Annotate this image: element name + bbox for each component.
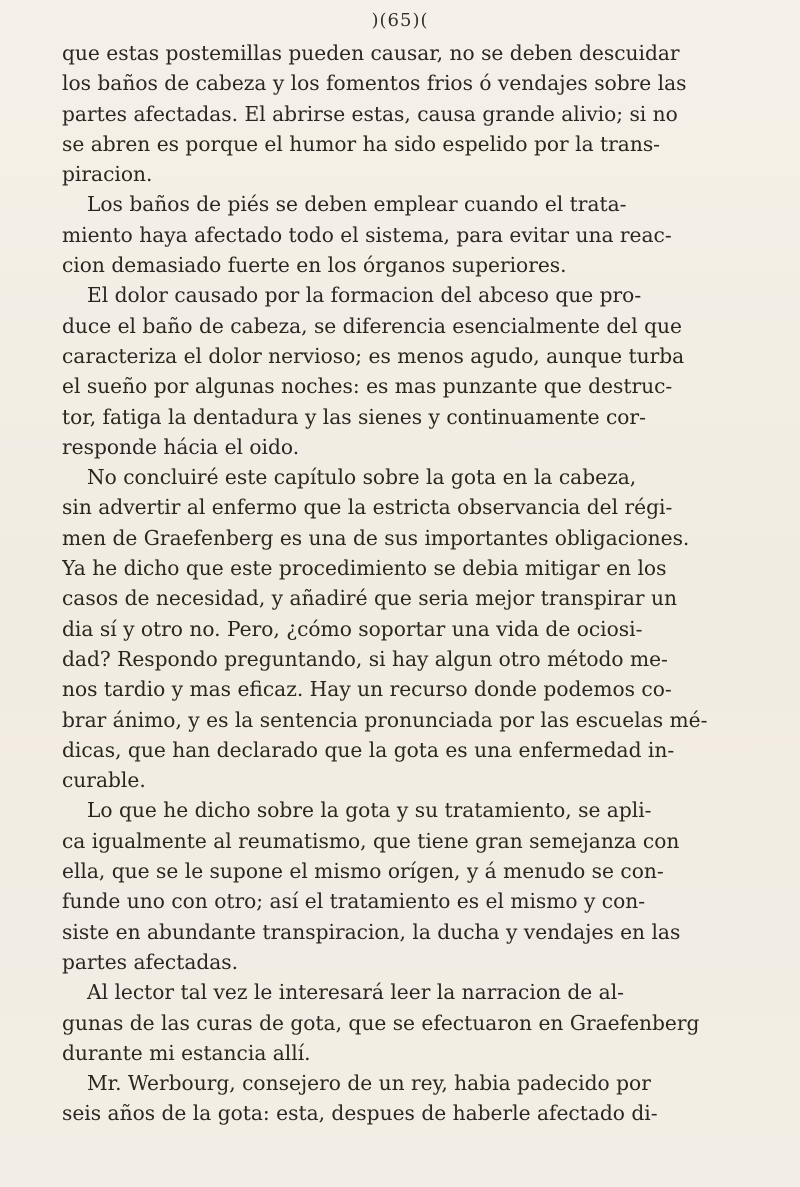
text-line: Mr. Werbourg, consejero de un rey, habia padecido por <box>87 1071 651 1096</box>
text-line: men de Graefenberg es una de sus importantes obligaciones. <box>62 525 690 550</box>
text-line: casos de necesidad, y añadiré que seria mejor transpirar un <box>62 586 677 611</box>
text-line: se abren es porque el humor ha sido espelido por la trans- <box>62 131 661 156</box>
text-line: ella, que se le supone el mismo orígen, y á menudo se con- <box>62 859 664 884</box>
paragraph <box>62 1068 762 1129</box>
text-line: Ya he dicho que este procedimiento se debia mitigar en los <box>62 556 667 581</box>
paragraph <box>62 795 762 977</box>
text-line: ca igualmente al reumatismo, que tiene gran semejanza con <box>62 828 680 853</box>
text-line: dicas, que han declarado que la gota es una enfermedad in- <box>62 737 675 762</box>
text-line: partes afectadas. El abrirse estas, causa grande alivio; si no <box>62 101 678 126</box>
text-line: seis años de la gota: esta, despues de haberle afectado di- <box>62 1101 658 1126</box>
text-line: brar ánimo, y es la sentencia pronunciada por las escuelas mé- <box>62 707 708 732</box>
paragraph <box>62 280 762 462</box>
text-line: No concluiré este capítulo sobre la gota en la cabeza, <box>87 465 637 490</box>
text-line: dia sí y otro no. Pero, ¿cómo soportar una vida de ociosi- <box>62 616 643 641</box>
text-line: gunas de las curas de gota, que se efectuaron en Graefenberg <box>62 1010 700 1035</box>
text-line: piracion. <box>62 162 153 187</box>
text-line: durante mi estancia allí. <box>62 1040 311 1065</box>
text-line: partes afectadas. <box>62 949 239 974</box>
text-line: funde uno con otro; así el tratamiento es el mismo y con- <box>62 889 646 914</box>
page-number: )(65)( <box>371 10 429 31</box>
paragraph <box>62 462 762 795</box>
text-line: Al lector tal vez le interesará leer la narracion de al- <box>87 980 624 1005</box>
text-line: Lo que he dicho sobre la gota y su tratamiento, se apli- <box>87 798 652 823</box>
text-line: siste en abundante transpiracion, la ducha y vendajes en las <box>62 919 681 944</box>
text-line: curable. <box>62 768 146 793</box>
text-line: duce el baño de cabeza, se diferencia esencialmente del que <box>62 313 682 338</box>
text-line: cion demasiado fuerte en los órganos superiores. <box>62 253 567 278</box>
text-line: Los baños de piés se deben emplear cuando el trata- <box>87 192 627 217</box>
text-line: que estas postemillas pueden causar, no se deben descuidar <box>62 41 680 65</box>
text-line: el sueño por algunas noches: es mas punzante que destruc- <box>62 374 673 399</box>
paragraph <box>62 189 762 280</box>
text-line: El dolor causado por la formacion del abceso que pro- <box>87 283 642 308</box>
text-line: los baños de cabeza y los fomentos frios ó vendajes sobre las <box>62 71 687 96</box>
text-line: responde hácia el oido. <box>62 434 300 459</box>
text-line: sin advertir al enfermo que la estricta observancia del régi- <box>62 495 673 520</box>
text-line: caracteriza el dolor nervioso; es menos agudo, aunque turba <box>62 343 685 368</box>
text-line: miento haya afectado todo el sistema, para evitar una reac- <box>62 222 672 247</box>
text-line: dad? Respondo preguntando, si hay algun otro método me- <box>62 646 668 671</box>
paragraph <box>62 38 762 189</box>
text-line: nos tardio y mas eficaz. Hay un recurso donde podemos co- <box>62 677 672 702</box>
text-line: tor, fatiga la dentadura y las sienes y continuamente cor- <box>62 404 646 429</box>
body-text <box>62 38 762 1129</box>
paragraph <box>62 977 762 1068</box>
